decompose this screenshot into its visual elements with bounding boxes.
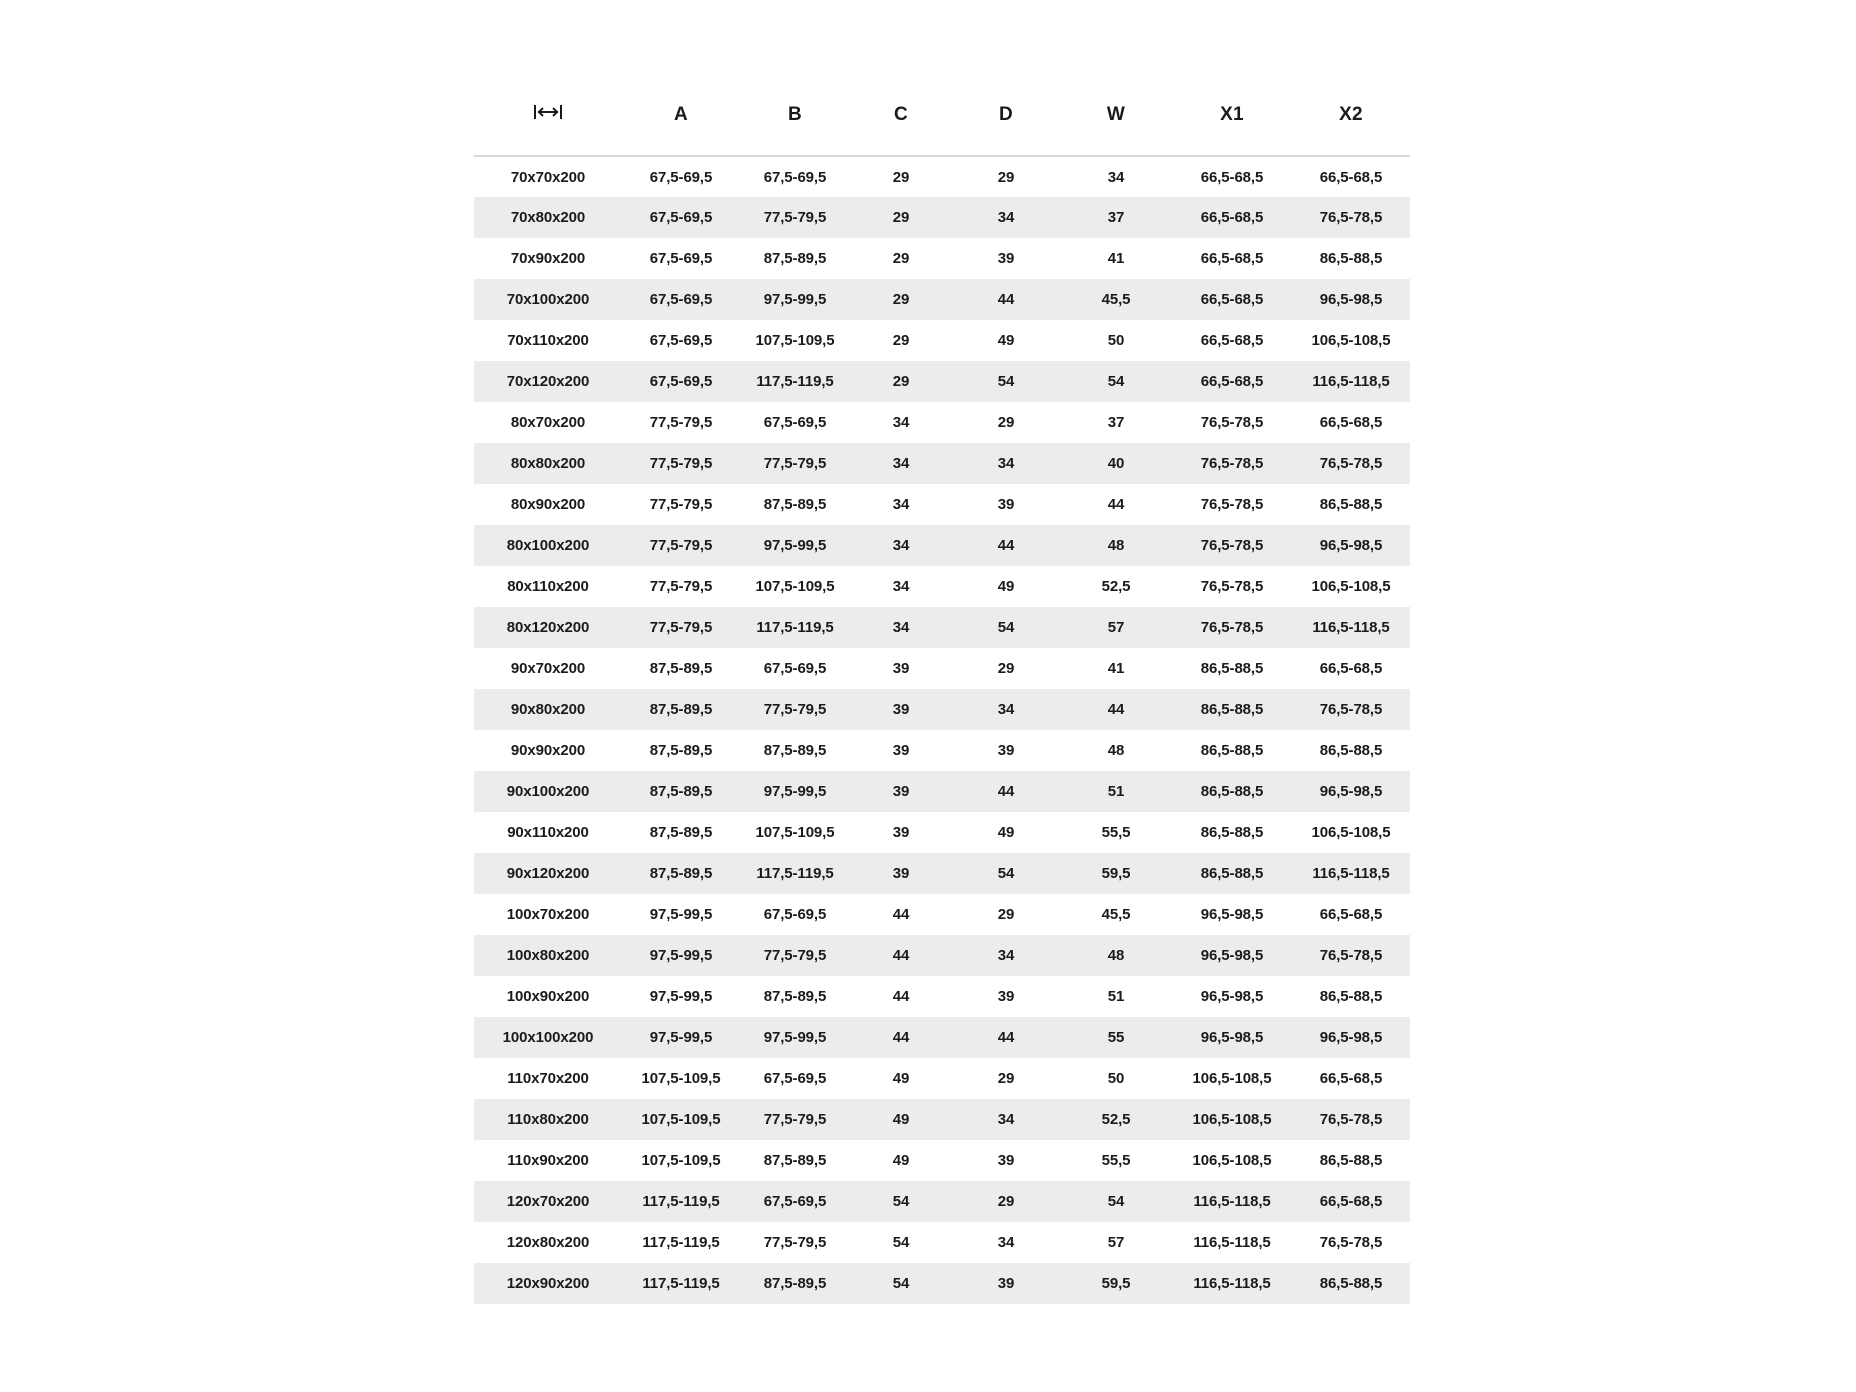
value-cell: 77,5-79,5 xyxy=(649,537,713,554)
value-cell: 44 xyxy=(892,947,910,964)
table-row xyxy=(474,320,1410,361)
value-cell: 49 xyxy=(892,1152,910,1169)
value-cell: 67,5-69,5 xyxy=(649,250,713,267)
width-dimension-icon xyxy=(533,104,563,120)
size-cell: 70x120x200 xyxy=(506,373,590,390)
size-cell: 100x80x200 xyxy=(506,947,590,964)
value-cell: 117,5-119,5 xyxy=(642,1275,720,1292)
value-cell: 29 xyxy=(892,250,910,267)
value-cell: 39 xyxy=(997,250,1015,267)
value-cell: 51 xyxy=(1107,988,1125,1005)
value-cell: 39 xyxy=(997,1275,1015,1292)
value-cell: 107,5-109,5 xyxy=(755,824,835,841)
size-table-container xyxy=(474,74,1410,1304)
value-cell: 34 xyxy=(997,1234,1015,1251)
value-cell: 49 xyxy=(892,1070,910,1087)
table-row xyxy=(474,730,1410,771)
table-row xyxy=(474,443,1410,484)
value-cell: 106,5-108,5 xyxy=(1311,824,1391,841)
value-cell: 76,5-78,5 xyxy=(1319,701,1383,718)
value-cell: 67,5-69,5 xyxy=(763,906,827,923)
table-row xyxy=(474,525,1410,566)
size-cell: 80x120x200 xyxy=(506,619,590,636)
value-cell: 29 xyxy=(892,373,910,390)
size-cell: 90x90x200 xyxy=(510,742,586,759)
value-cell: 29 xyxy=(997,906,1015,923)
value-cell: 77,5-79,5 xyxy=(763,947,827,964)
value-cell: 87,5-89,5 xyxy=(763,496,827,513)
size-cell: 80x90x200 xyxy=(510,496,586,513)
size-cell: 70x80x200 xyxy=(510,209,586,226)
value-cell: 97,5-99,5 xyxy=(763,1029,827,1046)
value-cell: 40 xyxy=(1107,455,1125,472)
value-cell: 86,5-88,5 xyxy=(1200,701,1264,718)
value-cell: 77,5-79,5 xyxy=(649,414,713,431)
size-cell: 120x70x200 xyxy=(506,1193,590,1210)
value-cell: 34 xyxy=(892,578,910,595)
value-cell: 44 xyxy=(1107,496,1125,513)
value-cell: 39 xyxy=(892,865,910,882)
value-cell: 41 xyxy=(1107,660,1125,677)
value-cell: 76,5-78,5 xyxy=(1200,619,1264,636)
value-cell: 76,5-78,5 xyxy=(1200,578,1264,595)
value-cell: 116,5-118,5 xyxy=(1312,865,1390,882)
value-cell: 77,5-79,5 xyxy=(763,209,827,226)
value-cell: 66,5-68,5 xyxy=(1319,906,1383,923)
value-cell: 106,5-108,5 xyxy=(1311,578,1391,595)
value-cell: 76,5-78,5 xyxy=(1200,496,1264,513)
value-cell: 87,5-89,5 xyxy=(763,1152,827,1169)
table-row xyxy=(474,1017,1410,1058)
value-cell: 29 xyxy=(997,660,1015,677)
value-cell: 107,5-109,5 xyxy=(641,1070,721,1087)
table-row xyxy=(474,1140,1410,1181)
value-cell: 117,5-119,5 xyxy=(756,619,834,636)
value-cell: 86,5-88,5 xyxy=(1200,660,1264,677)
table-row xyxy=(474,894,1410,935)
value-cell: 67,5-69,5 xyxy=(763,168,827,186)
value-cell: 48 xyxy=(1107,947,1125,964)
value-cell: 86,5-88,5 xyxy=(1319,496,1383,513)
table-row xyxy=(474,812,1410,853)
value-cell: 44 xyxy=(997,1029,1015,1046)
value-cell: 29 xyxy=(997,414,1015,431)
value-cell: 34 xyxy=(997,455,1015,472)
value-cell: 34 xyxy=(997,209,1015,226)
value-cell: 44 xyxy=(997,783,1015,800)
value-cell: 87,5-89,5 xyxy=(763,742,827,759)
value-cell: 66,5-68,5 xyxy=(1200,250,1264,267)
value-cell: 66,5-68,5 xyxy=(1200,373,1264,390)
value-cell: 66,5-68,5 xyxy=(1200,209,1264,226)
value-cell: 66,5-68,5 xyxy=(1200,291,1264,308)
value-cell: 37 xyxy=(1107,414,1125,431)
value-cell: 116,5-118,5 xyxy=(1193,1275,1271,1292)
value-cell: 34 xyxy=(997,1111,1015,1128)
value-cell: 29 xyxy=(892,332,910,349)
size-cell: 110x80x200 xyxy=(507,1111,589,1128)
value-cell: 86,5-88,5 xyxy=(1200,742,1264,759)
dimensions-table xyxy=(474,74,1410,1304)
value-cell: 76,5-78,5 xyxy=(1319,455,1383,472)
value-cell: 106,5-108,5 xyxy=(1192,1111,1272,1128)
size-cell: 100x70x200 xyxy=(506,906,590,923)
value-cell: 97,5-99,5 xyxy=(649,988,713,1005)
value-cell: 96,5-98,5 xyxy=(1200,947,1264,964)
value-cell: 67,5-69,5 xyxy=(649,373,713,390)
value-cell: 48 xyxy=(1107,742,1125,759)
value-cell: 44 xyxy=(892,988,910,1005)
value-cell: 97,5-99,5 xyxy=(649,947,713,964)
value-cell: 76,5-78,5 xyxy=(1200,455,1264,472)
value-cell: 29 xyxy=(997,1070,1015,1087)
value-cell: 86,5-88,5 xyxy=(1200,865,1264,882)
value-cell: 76,5-78,5 xyxy=(1319,1234,1383,1251)
value-cell: 59,5 xyxy=(1101,865,1131,882)
value-cell: 45,5 xyxy=(1101,906,1131,923)
value-cell: 77,5-79,5 xyxy=(763,701,827,718)
value-cell: 49 xyxy=(997,824,1015,841)
value-cell: 52,5 xyxy=(1101,578,1131,595)
value-cell: 86,5-88,5 xyxy=(1319,1152,1383,1169)
table-row xyxy=(474,566,1410,607)
value-cell: 86,5-88,5 xyxy=(1319,250,1383,267)
value-cell: 117,5-119,5 xyxy=(642,1234,720,1251)
value-cell: 29 xyxy=(892,168,910,186)
value-cell: 66,5-68,5 xyxy=(1200,332,1264,349)
value-cell: 34 xyxy=(997,701,1015,718)
value-cell: 49 xyxy=(892,1111,910,1128)
value-cell: 57 xyxy=(1107,1234,1125,1251)
value-cell: 39 xyxy=(997,496,1015,513)
table-row xyxy=(474,279,1410,320)
size-cell: 120x90x200 xyxy=(506,1275,590,1292)
value-cell: 50 xyxy=(1107,332,1125,349)
size-cell: 70x100x200 xyxy=(506,291,590,308)
value-cell: 87,5-89,5 xyxy=(649,660,713,677)
size-cell: 80x110x200 xyxy=(507,578,589,595)
value-cell: 39 xyxy=(892,660,910,677)
table-row xyxy=(474,771,1410,812)
table-row xyxy=(474,156,1410,197)
table-row xyxy=(474,361,1410,402)
value-cell: 97,5-99,5 xyxy=(763,783,827,800)
value-cell: 67,5-69,5 xyxy=(649,332,713,349)
column-header-w: W xyxy=(1060,74,1172,156)
value-cell: 96,5-98,5 xyxy=(1200,906,1264,923)
value-cell: 54 xyxy=(997,619,1015,636)
value-cell: 37 xyxy=(1107,209,1125,226)
value-cell: 86,5-88,5 xyxy=(1200,824,1264,841)
value-cell: 54 xyxy=(892,1193,910,1210)
value-cell: 76,5-78,5 xyxy=(1319,947,1383,964)
value-cell: 107,5-109,5 xyxy=(641,1111,721,1128)
table-row xyxy=(474,197,1410,238)
value-cell: 41 xyxy=(1107,250,1125,267)
value-cell: 77,5-79,5 xyxy=(763,1111,827,1128)
table-row xyxy=(474,976,1410,1017)
value-cell: 86,5-88,5 xyxy=(1319,742,1383,759)
value-cell: 76,5-78,5 xyxy=(1319,209,1383,226)
value-cell: 44 xyxy=(997,291,1015,308)
value-cell: 55,5 xyxy=(1101,1152,1131,1169)
value-cell: 34 xyxy=(892,414,910,431)
column-header-c: C xyxy=(850,74,952,156)
value-cell: 34 xyxy=(892,537,910,554)
value-cell: 67,5-69,5 xyxy=(763,1070,827,1087)
value-cell: 54 xyxy=(892,1275,910,1292)
value-cell: 116,5-118,5 xyxy=(1193,1193,1271,1210)
value-cell: 87,5-89,5 xyxy=(649,701,713,718)
value-cell: 29 xyxy=(997,1193,1015,1210)
size-cell: 70x90x200 xyxy=(510,250,586,267)
value-cell: 77,5-79,5 xyxy=(763,455,827,472)
table-row xyxy=(474,1263,1410,1304)
size-cell: 90x110x200 xyxy=(507,824,589,841)
value-cell: 39 xyxy=(997,742,1015,759)
value-cell: 66,5-68,5 xyxy=(1319,414,1383,431)
value-cell: 107,5-109,5 xyxy=(755,332,835,349)
value-cell: 86,5-88,5 xyxy=(1200,783,1264,800)
value-cell: 59,5 xyxy=(1101,1275,1131,1292)
value-cell: 66,5-68,5 xyxy=(1319,1193,1383,1210)
table-row xyxy=(474,607,1410,648)
table-row xyxy=(474,853,1410,894)
value-cell: 39 xyxy=(892,824,910,841)
column-header-size xyxy=(474,74,622,156)
value-cell: 34 xyxy=(892,496,910,513)
table-row xyxy=(474,1099,1410,1140)
column-header-a: A xyxy=(622,74,740,156)
size-cell: 100x100x200 xyxy=(502,1029,594,1046)
value-cell: 49 xyxy=(997,332,1015,349)
value-cell: 96,5-98,5 xyxy=(1319,537,1383,554)
value-cell: 54 xyxy=(997,373,1015,390)
value-cell: 116,5-118,5 xyxy=(1312,619,1390,636)
value-cell: 106,5-108,5 xyxy=(1192,1070,1272,1087)
value-cell: 107,5-109,5 xyxy=(641,1152,721,1169)
value-cell: 86,5-88,5 xyxy=(1319,988,1383,1005)
table-header-row xyxy=(474,74,1410,156)
column-header-d: D xyxy=(952,74,1060,156)
value-cell: 66,5-68,5 xyxy=(1319,1070,1383,1087)
value-cell: 39 xyxy=(892,783,910,800)
value-cell: 77,5-79,5 xyxy=(763,1234,827,1251)
value-cell: 39 xyxy=(997,1152,1015,1169)
value-cell: 97,5-99,5 xyxy=(649,906,713,923)
value-cell: 54 xyxy=(1107,1193,1125,1210)
table-row xyxy=(474,648,1410,689)
value-cell: 96,5-98,5 xyxy=(1319,291,1383,308)
value-cell: 76,5-78,5 xyxy=(1319,1111,1383,1128)
value-cell: 67,5-69,5 xyxy=(763,1193,827,1210)
value-cell: 97,5-99,5 xyxy=(649,1029,713,1046)
table-row xyxy=(474,484,1410,525)
value-cell: 96,5-98,5 xyxy=(1319,1029,1383,1046)
size-cell: 110x90x200 xyxy=(507,1152,589,1169)
value-cell: 97,5-99,5 xyxy=(763,291,827,308)
value-cell: 117,5-119,5 xyxy=(756,865,834,882)
size-cell: 90x80x200 xyxy=(510,701,586,718)
table-body xyxy=(474,156,1410,1304)
value-cell: 54 xyxy=(892,1234,910,1251)
value-cell: 107,5-109,5 xyxy=(755,578,835,595)
table-row xyxy=(474,1058,1410,1099)
size-cell: 120x80x200 xyxy=(506,1234,590,1251)
column-header-x1: X1 xyxy=(1172,74,1292,156)
value-cell: 48 xyxy=(1107,537,1125,554)
value-cell: 77,5-79,5 xyxy=(649,455,713,472)
value-cell: 96,5-98,5 xyxy=(1319,783,1383,800)
size-cell: 70x110x200 xyxy=(507,332,589,349)
value-cell: 66,5-68,5 xyxy=(1200,168,1264,186)
size-cell: 70x70x200 xyxy=(510,168,586,186)
value-cell: 106,5-108,5 xyxy=(1192,1152,1272,1169)
value-cell: 117,5-119,5 xyxy=(642,1193,720,1210)
value-cell: 96,5-98,5 xyxy=(1200,1029,1264,1046)
value-cell: 67,5-69,5 xyxy=(763,660,827,677)
value-cell: 67,5-69,5 xyxy=(649,291,713,308)
value-cell: 77,5-79,5 xyxy=(649,578,713,595)
column-header-x2: X2 xyxy=(1292,74,1410,156)
size-cell: 100x90x200 xyxy=(506,988,590,1005)
size-cell: 90x120x200 xyxy=(506,865,590,882)
size-cell: 80x80x200 xyxy=(510,455,586,472)
value-cell: 55,5 xyxy=(1101,824,1131,841)
value-cell: 55 xyxy=(1107,1029,1125,1046)
value-cell: 44 xyxy=(997,537,1015,554)
value-cell: 29 xyxy=(997,168,1015,186)
value-cell: 87,5-89,5 xyxy=(649,824,713,841)
value-cell: 87,5-89,5 xyxy=(649,783,713,800)
value-cell: 54 xyxy=(1107,373,1125,390)
value-cell: 76,5-78,5 xyxy=(1200,537,1264,554)
value-cell: 66,5-68,5 xyxy=(1319,168,1383,186)
value-cell: 34 xyxy=(892,619,910,636)
value-cell: 76,5-78,5 xyxy=(1200,414,1264,431)
value-cell: 44 xyxy=(892,906,910,923)
value-cell: 67,5-69,5 xyxy=(649,168,713,186)
size-cell: 110x70x200 xyxy=(507,1070,589,1087)
value-cell: 39 xyxy=(892,701,910,718)
value-cell: 67,5-69,5 xyxy=(763,414,827,431)
value-cell: 57 xyxy=(1107,619,1125,636)
value-cell: 34 xyxy=(997,947,1015,964)
table-row xyxy=(474,689,1410,730)
table-row xyxy=(474,935,1410,976)
value-cell: 34 xyxy=(892,455,910,472)
value-cell: 96,5-98,5 xyxy=(1200,988,1264,1005)
value-cell: 29 xyxy=(892,291,910,308)
value-cell: 29 xyxy=(892,209,910,226)
value-cell: 49 xyxy=(997,578,1015,595)
value-cell: 87,5-89,5 xyxy=(649,742,713,759)
table-row xyxy=(474,402,1410,443)
value-cell: 116,5-118,5 xyxy=(1312,373,1390,390)
table-row xyxy=(474,1181,1410,1222)
table-row xyxy=(474,238,1410,279)
value-cell: 77,5-79,5 xyxy=(649,496,713,513)
value-cell: 116,5-118,5 xyxy=(1193,1234,1271,1251)
value-cell: 51 xyxy=(1107,783,1125,800)
value-cell: 45,5 xyxy=(1101,291,1131,308)
value-cell: 39 xyxy=(892,742,910,759)
value-cell: 106,5-108,5 xyxy=(1311,332,1391,349)
value-cell: 67,5-69,5 xyxy=(649,209,713,226)
value-cell: 86,5-88,5 xyxy=(1319,1275,1383,1292)
value-cell: 66,5-68,5 xyxy=(1319,660,1383,677)
value-cell: 44 xyxy=(892,1029,910,1046)
value-cell: 77,5-79,5 xyxy=(649,619,713,636)
table-row xyxy=(474,1222,1410,1263)
value-cell: 117,5-119,5 xyxy=(756,373,834,390)
column-header-b: B xyxy=(740,74,850,156)
value-cell: 87,5-89,5 xyxy=(649,865,713,882)
size-cell: 90x100x200 xyxy=(506,783,590,800)
value-cell: 39 xyxy=(997,988,1015,1005)
value-cell: 87,5-89,5 xyxy=(763,988,827,1005)
value-cell: 52,5 xyxy=(1101,1111,1131,1128)
size-cell: 80x100x200 xyxy=(506,537,590,554)
value-cell: 97,5-99,5 xyxy=(763,537,827,554)
size-cell: 90x70x200 xyxy=(510,660,586,677)
size-cell: 80x70x200 xyxy=(510,414,586,431)
value-cell: 44 xyxy=(1107,701,1125,718)
value-cell: 87,5-89,5 xyxy=(763,250,827,267)
value-cell: 34 xyxy=(1107,168,1125,186)
value-cell: 87,5-89,5 xyxy=(763,1275,827,1292)
value-cell: 54 xyxy=(997,865,1015,882)
value-cell: 50 xyxy=(1107,1070,1125,1087)
